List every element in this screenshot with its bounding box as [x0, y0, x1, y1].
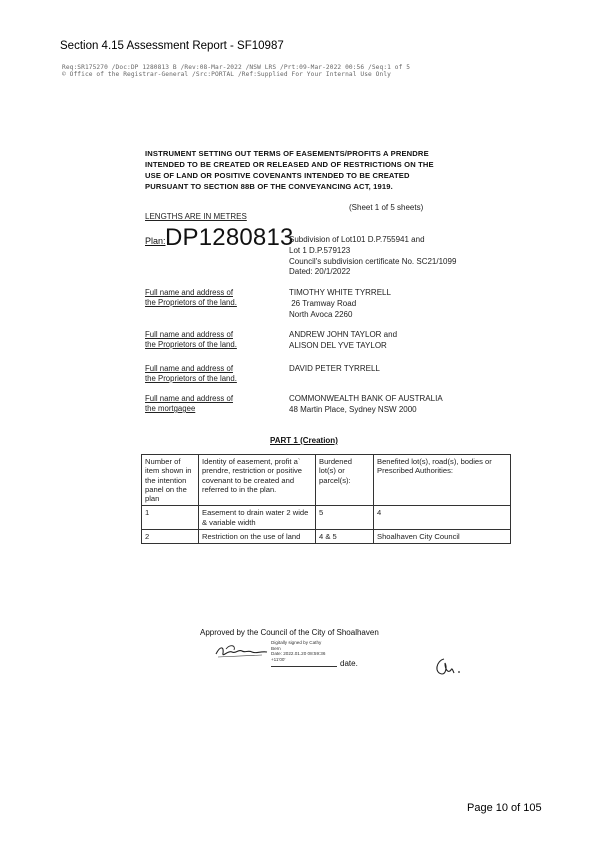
digital-signature-line-1: Digitally signed by Cathy — [271, 640, 322, 645]
party-3-name: DAVID PETER TYRRELL — [289, 364, 380, 373]
party-2-name-line-2: ALISON DEL YVE TAYLOR — [289, 341, 387, 350]
mortgagee-address: 48 Martin Place, Sydney NSW 2000 — [289, 405, 417, 414]
digital-signature-offset: +11'00' — [271, 656, 286, 662]
row-1-identity: Easement to drain water 2 wide & variable width — [199, 506, 316, 530]
page-number: Page 10 of 105 — [467, 802, 542, 814]
row-2-identity: Restriction on the use of land — [199, 530, 316, 544]
party-1-label-line-2: the Proprietors of the land. — [145, 298, 237, 307]
mortgagee-label-line-2: the mortgagee — [145, 404, 196, 413]
sheet-count: (Sheet 1 of 5 sheets) — [349, 203, 424, 212]
plan-label: Plan: — [145, 236, 166, 246]
instrument-title-line-1: INSTRUMENT SETTING OUT TERMS OF EASEMENTS/PROFITS A PRENDRE — [145, 149, 429, 158]
plan-number: DP1280813 — [165, 224, 294, 251]
party-3-label-line-2: the Proprietors of the land. — [145, 374, 237, 383]
registry-stamp-line-1: Req:SR175270 /Doc:DP 1280813 B /Rev:08-Mar-2022 /NSW LRS /Prt:09-Mar-2022 00:56 /Seq:1 of 5 — [62, 64, 411, 71]
header-identity: Identity of easement, profit a` prendre, restriction or positive covenant to be created and referred to in the plan. — [199, 455, 316, 506]
row-1-burdened: 5 — [316, 506, 374, 530]
signature-date-line — [271, 666, 337, 667]
mortgagee-name: COMMONWEALTH BANK OF AUSTRALIA — [289, 394, 443, 403]
subdivision-line-2: Lot 1 D.P.579123 — [289, 246, 351, 255]
report-header-title: Section 4.15 Assessment Report - SF10987 — [60, 40, 284, 52]
party-2-name-line-1: ANDREW JOHN TAYLOR and — [289, 330, 398, 339]
header-burdened: Burdened lot(s) or parcel(s): — [316, 455, 374, 506]
party-2-label-line-1: Full name and address of — [145, 330, 233, 339]
row-1-item: 1 — [142, 506, 199, 530]
date-label: date. — [340, 659, 358, 668]
party-1-suburb: North Avoca 2260 — [289, 310, 353, 319]
part-1-heading: PART 1 (Creation) — [270, 436, 338, 445]
row-1-benefited: 4 — [374, 506, 511, 530]
instrument-title-line-2: INTENDED TO BE CREATED OR RELEASED AND OF RESTRICTIONS ON THE — [145, 160, 434, 169]
party-3-label-line-1: Full name and address of — [145, 364, 233, 373]
header-benefited: Benefited lot(s), road(s), bodies or Prescribed Authorities: — [374, 455, 511, 506]
party-1-name: TIMOTHY WHITE TYRRELL — [289, 288, 391, 297]
digital-signature-date: Date: 2022.01.20 08:59:36 — [271, 651, 326, 657]
mortgagee-label-line-1: Full name and address of — [145, 394, 233, 403]
header-item-number: Number of item shown in the intention panel on the plan — [142, 455, 199, 506]
row-2-item: 2 — [142, 530, 199, 544]
digital-signature-block — [271, 640, 325, 662]
table-row — [142, 506, 511, 530]
row-2-benefited: Shoalhaven City Council — [374, 530, 511, 544]
party-1-label-line-1: Full name and address of — [145, 288, 233, 297]
table-header-row — [142, 455, 511, 506]
row-2-burdened: 4 & 5 — [316, 530, 374, 544]
instrument-title-line-3: USE OF LAND OR POSITIVE COVENANTS INTENDED TO BE CREATED — [145, 171, 410, 180]
instrument-title-line-4: PURSUANT TO SECTION 88B OF THE CONVEYANCING ACT, 1919. — [145, 182, 393, 191]
subdivision-line-1: Subdivision of Lot101 D.P.755941 and — [289, 235, 425, 244]
council-approval-text: Approved by the Council of the City of Shoalhaven — [200, 628, 379, 637]
lengths-note: LENGTHS ARE IN METRES — [145, 212, 247, 221]
handwritten-initials — [432, 655, 462, 679]
creation-table — [141, 454, 511, 544]
party-2-label-line-2: the Proprietors of the land. — [145, 340, 237, 349]
subdivision-certificate: Council's subdivision certificate No. SC21/1099 — [289, 257, 457, 266]
party-1-street: 26 Tramway Road — [289, 299, 357, 308]
digital-signature-line-2: Bern — [271, 645, 281, 651]
subdivision-date: Dated: 20/1/2022 — [289, 267, 351, 276]
table-row — [142, 530, 511, 544]
registry-stamp-line-2: © Office of the Registrar-General /Src:PORTAL /Ref:Supplied For Your Internal Use Only — [62, 71, 391, 78]
